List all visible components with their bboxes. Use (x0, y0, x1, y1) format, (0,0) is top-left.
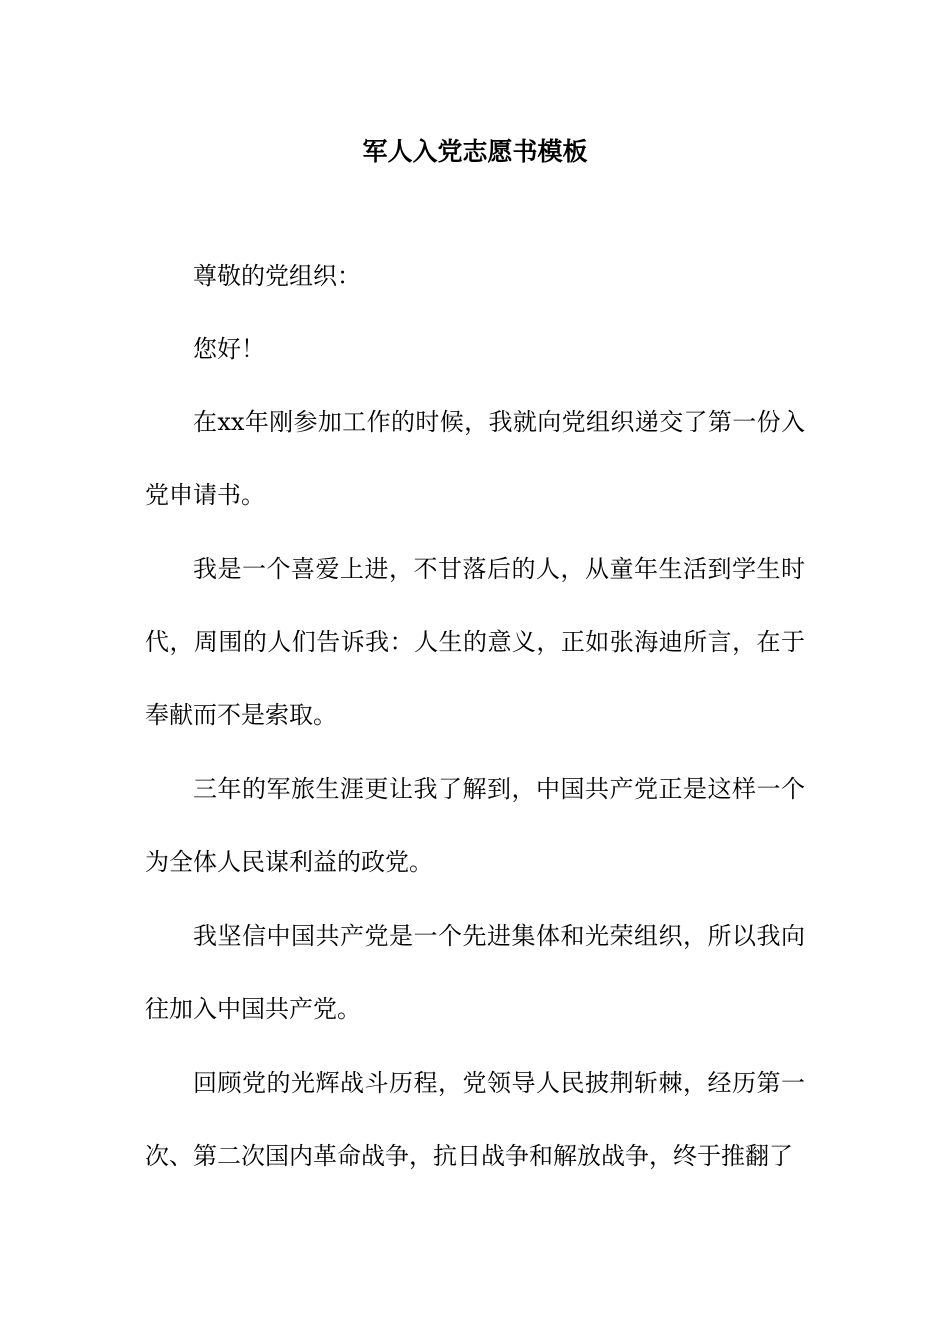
paragraph-3: 三年的军旅生涯更让我了解到，中国共产党正是这样一个为全体人民谋利益的政党。 (145, 775, 805, 876)
paragraph-2: 我是一个喜爱上进，不甘落后的人，从童年生活到学生时代，周围的人们告诉我：人生的意义，正如张海迪所言，在于奉献而不是索取。 (145, 555, 805, 729)
paragraph-1: 在xx年刚参加工作的时候，我就向党组织递交了第一份入党申请书。 (145, 408, 805, 509)
document-title: 军人入党志愿书模板 (362, 137, 588, 166)
greeting: 您好！ (193, 335, 265, 363)
paragraph-5: 回顾党的光辉战斗历程，党领导人民披荆斩棘，经历第一次、第二次国内革命战争，抗日战争和解放战争，终于推翻了 (145, 1069, 805, 1170)
document-body (145, 258, 805, 1212)
salutation: 尊敬的党组织： (193, 262, 361, 290)
paragraph-4: 我坚信中国共产党是一个先进集体和光荣组织，所以我向往加入中国共产党。 (145, 922, 805, 1023)
